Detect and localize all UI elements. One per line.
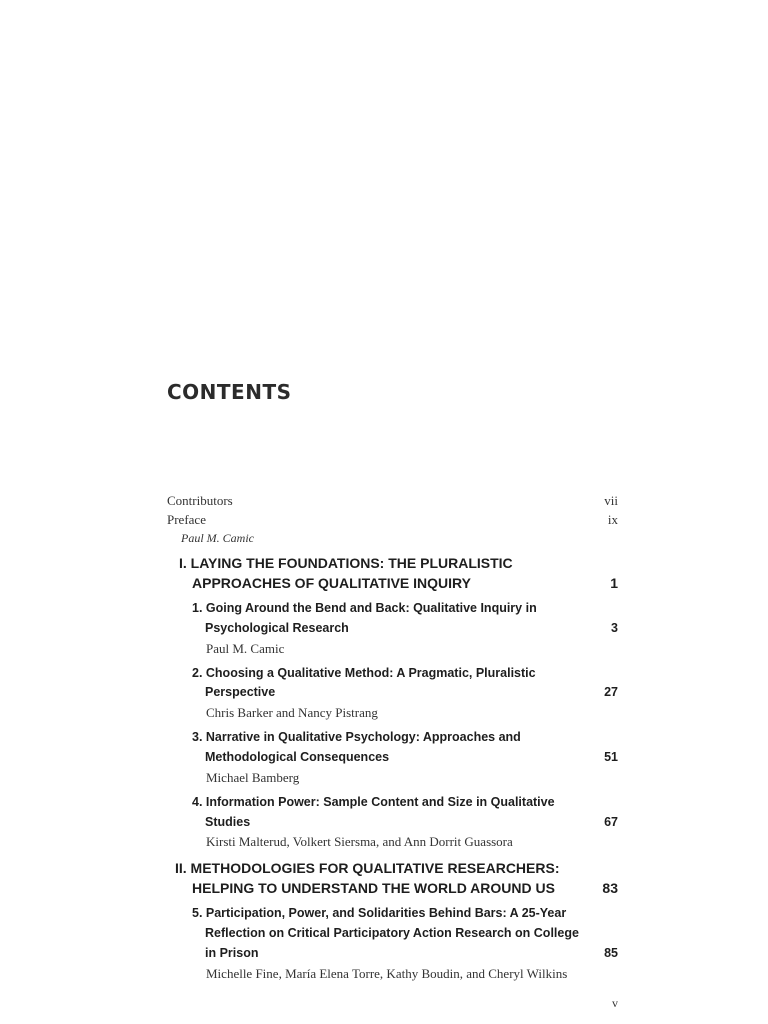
chapter-authors: Paul M. Camic: [206, 640, 285, 656]
chapter-title-line: Methodological Consequences: [205, 749, 390, 764]
part-title-line: I. LAYING THE FOUNDATIONS: THE PLURALISTIC: [179, 555, 513, 571]
table-of-contents: [167, 491, 618, 983]
chapter-title-line: 5. Participation, Power, and Solidarities Behind Bars: A 25-Year: [192, 906, 567, 921]
chapter-title-line: 3. Narrative in Qualitative Psychology: Approaches and: [192, 730, 521, 745]
page-number: 51: [604, 749, 618, 764]
chapter-authors: Kirsti Malterud, Volkert Siersma, and Ann Dorrit Guassora: [206, 834, 513, 850]
entry-label: Contributors: [167, 493, 233, 508]
chapter-authors: Chris Barker and Nancy Pistrang: [206, 705, 378, 721]
page-number: ix: [607, 512, 618, 527]
chapter-title-line: 1. Going Around the Bend and Back: Qualitative Inquiry in: [192, 601, 537, 615]
toc-part-1[interactable]: [167, 554, 618, 593]
toc-chapter-2[interactable]: [167, 664, 618, 723]
part-title-line: APPROACHES OF QUALITATIVE INQUIRY: [192, 574, 471, 591]
page-number: vii: [604, 493, 618, 508]
page-title: CONTENTS: [167, 380, 292, 404]
chapter-title-line: in Prison: [205, 945, 259, 960]
chapter-title-line: 4. Information Power: Sample Content and Size in Qualitative: [192, 794, 555, 809]
chapter-title-line: Studies: [205, 814, 251, 829]
preface-author: Paul M. Camic: [181, 531, 254, 545]
part-title-line: II. METHODOLOGIES FOR QUALITATIVE RESEARCHERS:: [175, 860, 560, 877]
toc-entry-contributors[interactable]: [167, 491, 618, 510]
toc-entry-preface[interactable]: [167, 510, 618, 529]
toc-chapter-4[interactable]: [167, 793, 618, 852]
chapter-title-line: Psychological Research: [205, 620, 349, 635]
chapter-title-line: 2. Choosing a Qualitative Method: A Pragmatic, Pluralistic: [192, 665, 536, 680]
page-folio: v: [612, 996, 618, 1010]
entry-label: Preface: [167, 512, 206, 527]
toc-chapter-5[interactable]: [167, 904, 618, 982]
chapter-authors: Michelle Fine, María Elena Torre, Kathy Boudin, and Cheryl Wilkins: [206, 965, 568, 981]
chapter-authors: Michael Bamberg: [206, 769, 300, 785]
page-number: 3: [611, 620, 618, 635]
chapter-title-line: Reflection on Critical Participatory Action Research on College: [205, 926, 579, 941]
page-number: 27: [604, 685, 618, 700]
chapter-title-line: Perspective: [205, 685, 276, 700]
toc-chapter-3[interactable]: [167, 728, 618, 787]
page-number: 67: [604, 814, 618, 829]
page-number: 83: [602, 879, 618, 896]
page-number: 85: [604, 945, 618, 960]
part-title-line: HELPING TO UNDERSTAND THE WORLD AROUND US: [192, 879, 555, 896]
toc-part-2[interactable]: [167, 859, 618, 898]
page-number: 1: [610, 574, 618, 591]
toc-chapter-1[interactable]: [167, 599, 618, 658]
